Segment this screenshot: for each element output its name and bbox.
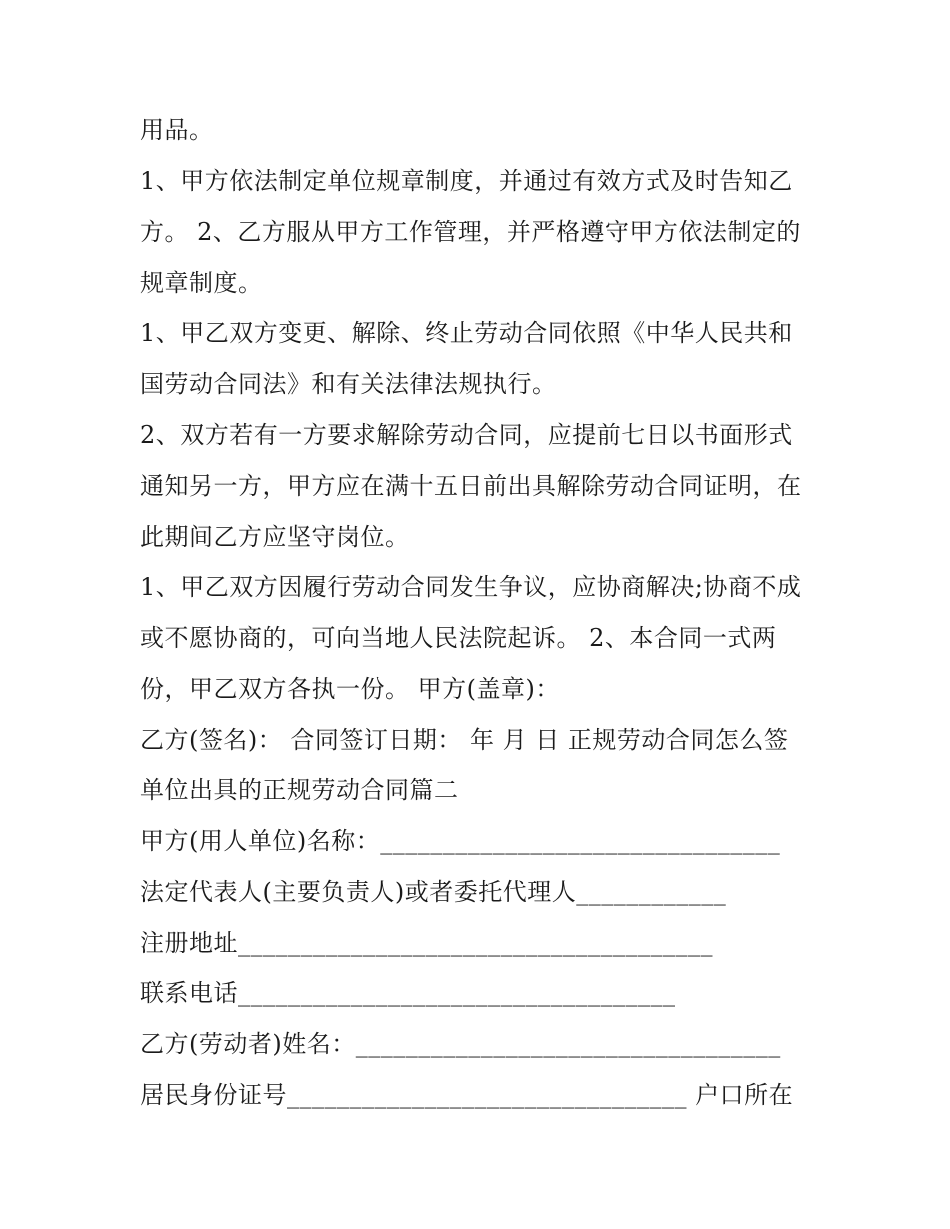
text-line: 2、双方若有一方要求解除劳动合同，应提前七日以书面形式	[140, 421, 793, 449]
text-line: 通知另一方，甲方应在满十五日前出具解除劳动合同证明，在	[140, 472, 802, 500]
text-line: 用品。	[140, 116, 214, 144]
text-line: 方。 2、乙方服从甲方工作管理，并严格遵守甲方依法制定的	[140, 218, 801, 246]
form-field-employer-name: 甲方(用人单位)名称：________________________________	[140, 827, 781, 855]
text-line: 规章制度。	[140, 269, 263, 297]
text-line: 1、甲方依法制定单位规章制度，并通过有效方式及时告知乙	[140, 167, 793, 195]
form-field-registered-address: 注册地址______________________________________	[140, 929, 713, 957]
form-field-id-number: 居民身份证号________________________________ 户口所在	[140, 1081, 794, 1109]
text-line: 或不愿协商的，可向当地人民法院起诉。 2、本合同一式两	[140, 624, 777, 652]
text-line: 1、甲乙双方变更、解除、终止劳动合同依照《中华人民共和	[140, 319, 793, 347]
text-line: 1、甲乙双方因履行劳动合同发生争议，应协商解决;协商不成	[140, 573, 802, 601]
form-field-legal-representative: 法定代表人(主要负责人)或者委托代理人____________	[140, 878, 727, 906]
form-field-employee-name: 乙方(劳动者)姓名：__________________________________	[140, 1030, 781, 1058]
text-line: 乙方(签名)： 合同签订日期： 年 月 日 正规劳动合同怎么签	[140, 726, 789, 754]
text-line: 此期间乙方应坚守岗位。	[140, 523, 410, 551]
form-field-phone: 联系电话___________________________________	[140, 979, 676, 1007]
section-heading: 单位出具的正规劳动合同篇二	[140, 776, 459, 804]
text-line: 份，甲乙双方各执一份。 甲方(盖章)：	[140, 675, 560, 703]
text-line: 国劳动合同法》和有关法律法规执行。	[140, 370, 557, 398]
